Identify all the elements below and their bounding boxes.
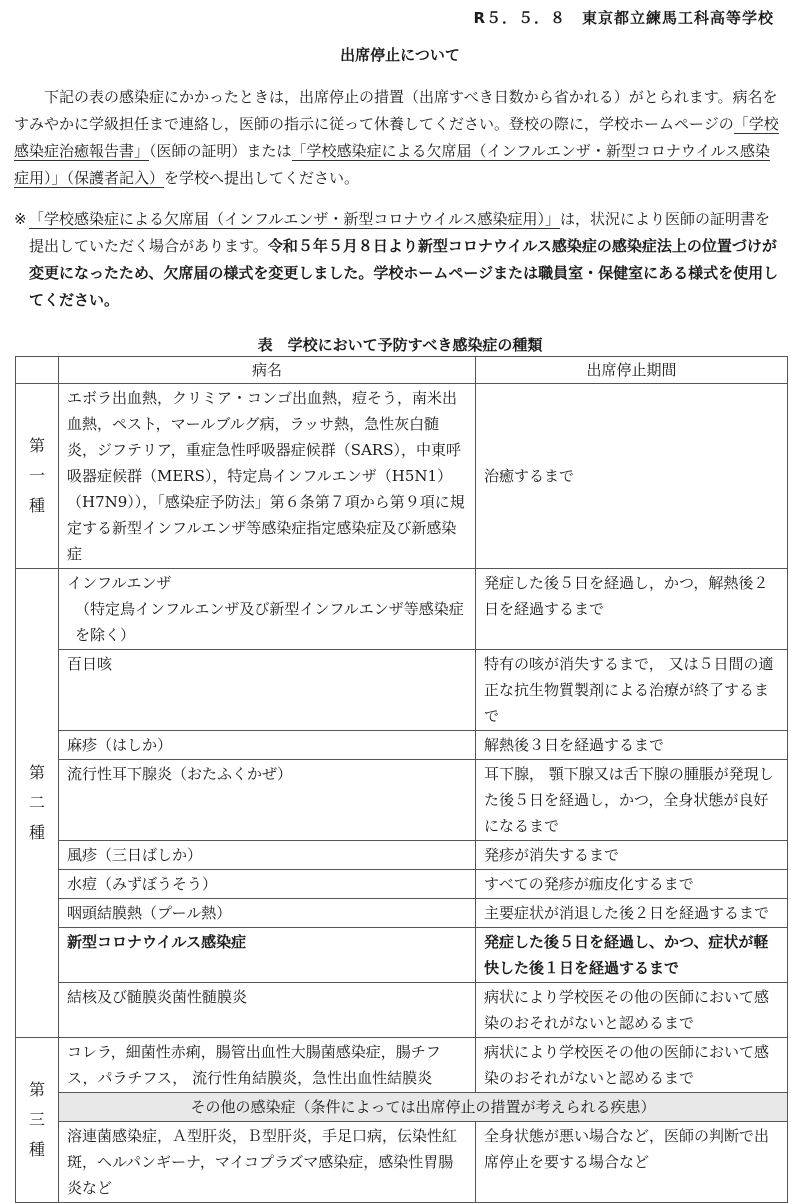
note-mark: ※ — [14, 210, 27, 228]
infectious-disease-table — [15, 356, 788, 1203]
period-cell: 治癒するまで — [476, 384, 788, 569]
disease-cell: 風疹（三日ばしか） — [59, 841, 476, 870]
absence-form-name: 「学校感染症による欠席届（インフルエンザ・新型コロナウイルス感染症用）」（保護者記入） — [14, 142, 771, 187]
header-blank-cell — [16, 357, 59, 384]
table-row — [16, 1038, 788, 1093]
period-cell: 発症した後５日を経過し，かつ，解熱後２日を経過するまで — [476, 569, 788, 650]
period-cell: 全身状態が悪い場合など，医師の判断で出席停止を要する場合など — [476, 1122, 788, 1203]
table-row — [16, 384, 788, 569]
note-text: は，状況により医師の証明書を提出していただく場合があります。 — [29, 210, 771, 255]
period-cell: 発疹が消失するまで — [476, 841, 788, 870]
intro-paragraph — [14, 84, 784, 192]
period-cell: 病状により学校医その他の医師において感染のおそれがないと認めるまで — [476, 1038, 788, 1093]
intro-text-submit: を学校へ提出してください。 — [164, 169, 360, 187]
intro-text: 下記の表の感染症にかかったときは，出席停止の措置（出席すべき日数から省かれる）がとられます。病名をすみやかに学級担任まで連絡し，医師の指示に従って休養してください。登校の際に，学校ホームページの — [14, 88, 778, 133]
note-form-name: 「学校感染症による欠席届（インフルエンザ・新型コロナウイルス感染症用）」 — [29, 210, 561, 228]
period-cell: 解熱後３日を経過するまで — [476, 731, 788, 760]
disease-cell: 水痘（みずぼうそう） — [59, 870, 476, 899]
disease-cell: コレラ，細菌性赤痢，腸管出血性大腸菌感染症，腸チフス，パラチフス， 流行性角結膜炎，急性出血性結膜炎 — [59, 1038, 476, 1093]
table-row — [16, 760, 788, 841]
table-header-row — [16, 357, 788, 384]
period-cell: 病状により学校医その他の医師において感染のおそれがないと認めるまで — [476, 983, 788, 1038]
disease-cell: 麻疹（はしか） — [59, 731, 476, 760]
intro-text-doctor: （医師の証明）または — [149, 142, 292, 160]
table-row — [16, 870, 788, 899]
disease-cell: 流行性耳下腺炎（おたふくかぜ） — [59, 760, 476, 841]
note-paragraph — [14, 206, 784, 314]
disease-cell: 百日咳 — [59, 650, 476, 731]
table-row — [16, 841, 788, 870]
disease-cell: 結核及び髄膜炎菌性髄膜炎 — [59, 983, 476, 1038]
table-row — [16, 899, 788, 928]
category-label-type1: 第一種 — [16, 384, 59, 569]
page-title: 出席停止について — [340, 46, 460, 64]
period-cell: 特有の咳が消失するまで， 又は５日間の適正な抗生物質製剤による治療が終了するまで — [476, 650, 788, 731]
table-row — [16, 569, 788, 650]
table-row — [16, 731, 788, 760]
disease-influenza-note: （特定鳥インフルエンザ及び新型インフルエンザ等感染症を除く） — [75, 600, 464, 644]
table-caption: 表 学校において予防すべき感染症の種類 — [257, 336, 543, 354]
recovery-report-form-name: 「学校感染症治癒報告書」 — [14, 115, 779, 160]
disease-cell: 溶連菌感染症，Ａ型肝炎，Ｂ型肝炎，手足口病，伝染性紅斑，ヘルパンギーナ，マイコプラズマ感染症，感染性胃腸炎など — [59, 1122, 476, 1203]
table-row — [16, 1122, 788, 1203]
table-row — [16, 983, 788, 1038]
disease-cell: 新型コロナウイルス感染症 — [59, 928, 476, 983]
period-cell: すべての発疹が痂皮化するまで — [476, 870, 788, 899]
period-cell: 発症した後５日を経過し、かつ、症状が軽快した後１日を経過するまで — [476, 928, 788, 983]
table-row — [16, 650, 788, 731]
period-cell: 耳下腺， 顎下腺又は舌下腺の腫脹が発現した後５日を経過し，かつ，全身状態が良好になるまで — [476, 760, 788, 841]
column-header-disease: 病名 — [59, 357, 476, 384]
other-diseases-heading: その他の感染症（条件によっては出席停止の措置が考えられる疾患） — [59, 1093, 788, 1122]
other-diseases-heading-row — [16, 1093, 788, 1122]
disease-cell: 咽頭結膜熱（プール熱） — [59, 899, 476, 928]
table-row-covid — [16, 928, 788, 983]
date-school-header: R５．５．８ 東京都立練馬工科高等学校 — [473, 9, 774, 27]
category-label-type2: 第二種 — [16, 569, 59, 1038]
period-cell: 主要症状が消退した後２日を経過するまで — [476, 899, 788, 928]
category-label-type3: 第三種 — [16, 1038, 59, 1203]
disease-cell — [59, 569, 476, 650]
disease-influenza: インフルエンザ — [67, 574, 172, 592]
disease-cell: エボラ出血熱，クリミア・コンゴ出血熱，痘そう，南米出血熱，ペスト，マールブルグ病，ラッサ熱，急性灰白髄炎，ジフテリア，重症急性呼吸器症候群（SARS），中東呼吸器症候群（MERS），特定鳥インフルエンザ（H5N1）（H7N9）），「感染症予防法」第６条第７項から第９項に規定する新型インフルエンザ等感染症指定感染症及び新感染症 — [59, 384, 476, 569]
column-header-period: 出席停止期間 — [476, 357, 788, 384]
note-bold-text: 令和５年５月８日より新型コロナウイルス感染症の感染症法上の位置づけが変更になったため、欠席届の様式を変更しました。学校ホームページまたは職員室・保健室にある様式を使用してください。 — [29, 237, 779, 309]
